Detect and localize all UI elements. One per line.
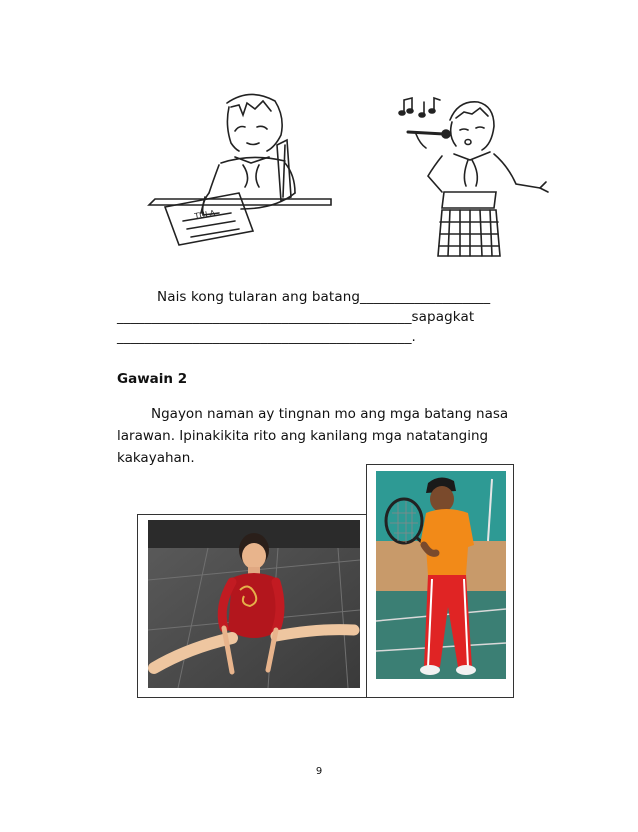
tennis-photo-frame bbox=[366, 464, 514, 698]
gymnast-split-photo bbox=[148, 520, 360, 688]
girl-writing-icon bbox=[135, 85, 335, 250]
music-notes-icon bbox=[399, 98, 440, 117]
tennis-boy-photo bbox=[376, 471, 506, 679]
paragraph-line-3: kakayahan. bbox=[117, 450, 195, 466]
fill-in-line-2: ___________________________________________sapagkat bbox=[117, 309, 475, 325]
paragraph-line-2: larawan. Ipinakikita rito ang kanilang mga natatanging bbox=[117, 428, 489, 444]
section-title: Gawain 2 bbox=[117, 371, 188, 387]
paragraph-line-1: Ngayon naman ay tingnan mo ang mga batang nasa bbox=[151, 406, 509, 422]
fill-in-line-1: Nais kong tularan ang batang___________________ bbox=[157, 289, 491, 305]
girl-writing-illustration bbox=[135, 85, 335, 250]
instruction-paragraph bbox=[117, 403, 537, 469]
fill-in-line-3: ___________________________________________. bbox=[117, 329, 416, 345]
page-number: 9 bbox=[315, 766, 323, 777]
paper-title: TULA bbox=[193, 208, 216, 221]
girl-singing-icon bbox=[398, 92, 550, 260]
gymnast-photo-frame bbox=[137, 514, 369, 698]
girl-singing-illustration bbox=[398, 92, 550, 260]
